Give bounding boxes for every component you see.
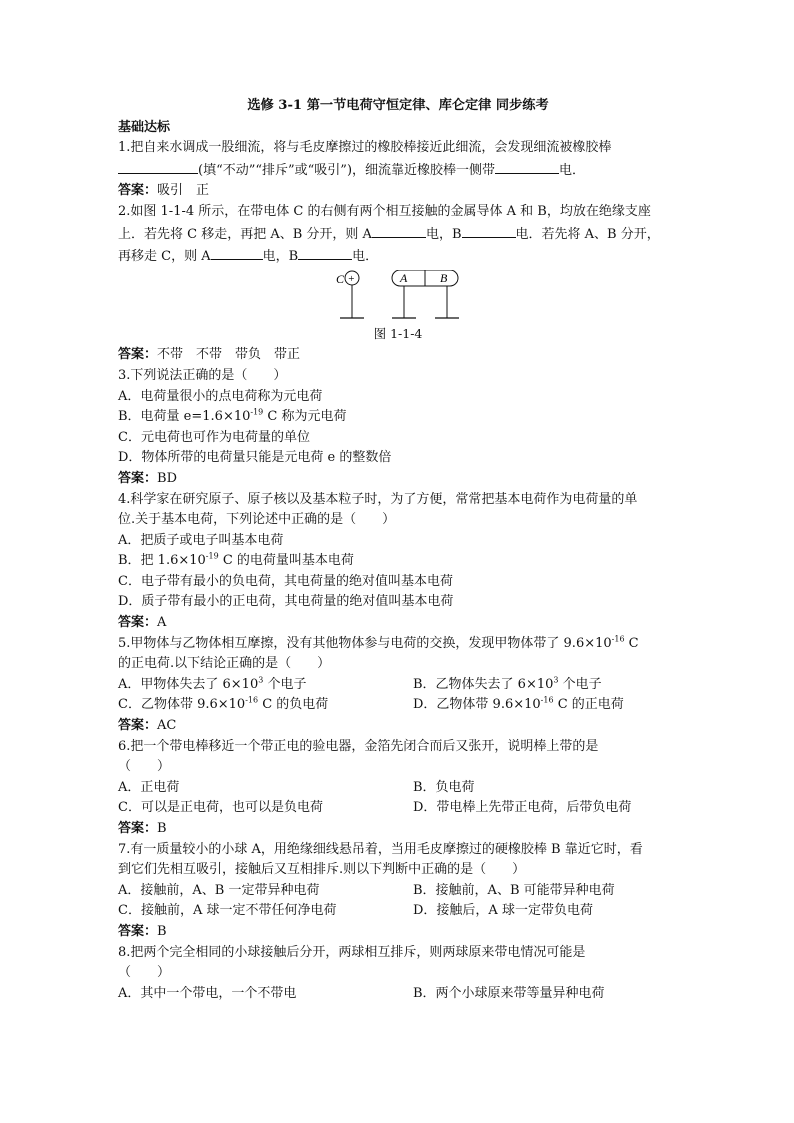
option-b: B．负电荷: [413, 779, 475, 795]
question-2-line-3: 再移走 C，则 A 电，B 电．: [118, 245, 678, 268]
option-c: C．电子带有最小的负电荷，其电荷量的绝对值叫基本电荷: [118, 573, 453, 589]
question-3-answer: 答案：BD: [118, 470, 177, 486]
answer-blank[interactable]: [462, 223, 516, 238]
question-7-line-1: 7.有一质量较小的小球 A，用绝缘细线悬吊着，当用毛皮摩擦过的硬橡胶棒 B 靠近它时，看: [118, 841, 643, 857]
question-7-line-2: 到它们先相互吸引，接触后又互相排斥.则以下判断中正确的是（ ）: [118, 862, 526, 878]
charged-conductors-diagram: [118, 270, 678, 324]
option-b: B．两个小球原来带等量异种电荷: [413, 985, 605, 1001]
question-6: [118, 737, 678, 840]
options-row-2: [118, 901, 678, 922]
answer-blank[interactable]: [372, 223, 426, 238]
question-3: [118, 366, 678, 490]
label-b: B: [440, 270, 448, 285]
figure-caption: 图 1-1-4: [373, 325, 423, 341]
option-d: D．接触后，A 球一定带负电荷: [413, 903, 593, 919]
option-d: D．质子带有最小的正电荷，其电荷量的绝对值叫基本电荷: [118, 594, 454, 610]
question-1-answer: 答案：吸引 正: [118, 183, 210, 199]
question-3-stem: 3.下列说法正确的是（ ）: [118, 367, 287, 383]
option-a: A．电荷量很小的点电荷称为元电荷: [118, 388, 323, 404]
question-7-answer: 答案：B: [118, 923, 167, 939]
option-b: B．电荷量 $e=1.6\times 10^{-19}$ C 称为元电荷: [118, 407, 347, 425]
options-row-2: [118, 695, 678, 716]
question-4-line-1: 4.科学家在研究原子、原子核以及基本粒子时，为了方便，常常把基本电荷作为电荷量的单: [118, 491, 638, 507]
option-a: A．正电荷: [118, 779, 180, 795]
option-a: A．其中一个带电，一个不带电: [118, 985, 297, 1001]
question-1-line-1: 1.把自来水调成一股细流，将与毛皮摩擦过的橡胶棒接近此细流，会发现细流被橡胶棒: [118, 140, 612, 156]
options-row-1: [118, 984, 678, 1005]
question-5-line-2: 的正电荷.以下结论正确的是（ ）: [118, 656, 331, 672]
option-a: A．把质子或电子叫基本电荷: [118, 532, 284, 548]
label-c: C: [336, 271, 345, 286]
answer-blank[interactable]: [211, 245, 263, 260]
answer-blank[interactable]: [495, 159, 559, 174]
options-row-1: [118, 675, 678, 696]
option-a: A．甲物体失去了 $6\times 10^3$ 个电子: [118, 675, 307, 692]
option-c: C．接触前，A 球一定不带任何净电荷: [118, 903, 337, 919]
question-6-line-1: 6.把一个带电棒移近一个带正电的验电器，金箔先闭合而后又张开，说明棒上带的是: [118, 738, 599, 754]
question-2-answer: 答案：不带 不带 带负 带正: [118, 347, 301, 363]
question-4-line-2: 位.关于基本电荷，下列论述中正确的是（ ）: [118, 512, 396, 528]
option-b: B．乙物体失去了 $6\times 10^3$ 个电子: [413, 675, 602, 692]
label-plus: +: [348, 272, 355, 285]
question-6-line-2: （ ）: [118, 759, 171, 775]
question-2: [118, 202, 678, 366]
question-8-line-1: 8.把两个完全相同的小球接触后分开，两球相互排斥，则两球原来带电情况可能是: [118, 944, 586, 960]
options-row-2: [118, 798, 678, 819]
question-7: [118, 840, 678, 943]
options-row-1: [118, 778, 678, 799]
question-4-answer: 答案：A: [118, 615, 167, 631]
question-4: [118, 490, 678, 634]
question-8: [118, 943, 678, 1005]
section-heading: 基础达标: [118, 119, 171, 135]
label-a: A: [400, 270, 408, 285]
page-title: 选修 3-1 第一节电荷守恒定律、库仑定律 同步练考: [247, 98, 549, 113]
figure-1-1-4: [118, 270, 678, 324]
question-5: [118, 634, 678, 737]
question-1: [118, 138, 678, 202]
option-d: D．带电棒上先带正电荷，后带负电荷: [413, 800, 632, 816]
option-b: B．接触前，A、B 可能带异种电荷: [413, 882, 615, 898]
option-d: D．物体所带的电荷量只能是元电荷 e 的整数倍: [118, 450, 392, 466]
question-5-answer: 答案：AC: [118, 718, 177, 734]
question-8-line-2: （ ）: [118, 965, 171, 981]
question-2-line-2: 上．若先将 C 移走，再把 A、B 分开，则 A 电，B 电．若先将 A、B 分开，: [118, 223, 678, 246]
answer-blank[interactable]: [118, 159, 198, 174]
option-b: B．把 $1.6\times 10^{-19}$ C 的电荷量叫基本电荷: [118, 551, 354, 569]
option-d: D．乙物体带 $9.6\times 10^{-16}$ C 的正电荷: [413, 696, 624, 713]
question-2-line-1: 2.如图 1-1-4 所示，在带电体 C 的右侧有两个相互接触的金属导体 A 和 B，均放在绝缘支座: [118, 203, 651, 219]
option-c: C．元电荷也可作为电荷量的单位: [118, 429, 310, 445]
option-c: C．乙物体带 $9.6\times 10^{-16}$ C 的负电荷: [118, 696, 329, 713]
answer-blank[interactable]: [298, 245, 352, 260]
question-5-line-1: 5.甲物体与乙物体相互摩擦，没有其他物体参与电荷的交换，发现甲物体带了 $9.6\times 10^{-16}$ C: [118, 634, 639, 651]
option-a: A．接触前，A、B 一定带异种电荷: [118, 882, 320, 898]
option-c: C．可以是正电荷，也可以是负电荷: [118, 800, 323, 816]
options-row-1: [118, 881, 678, 902]
question-1-line-2: (填“不动”“排斥”或“吸引”)，细流靠近橡胶棒一侧带 电．: [118, 159, 678, 182]
worksheet-page: [118, 96, 678, 1004]
question-6-answer: 答案：B: [118, 821, 167, 836]
